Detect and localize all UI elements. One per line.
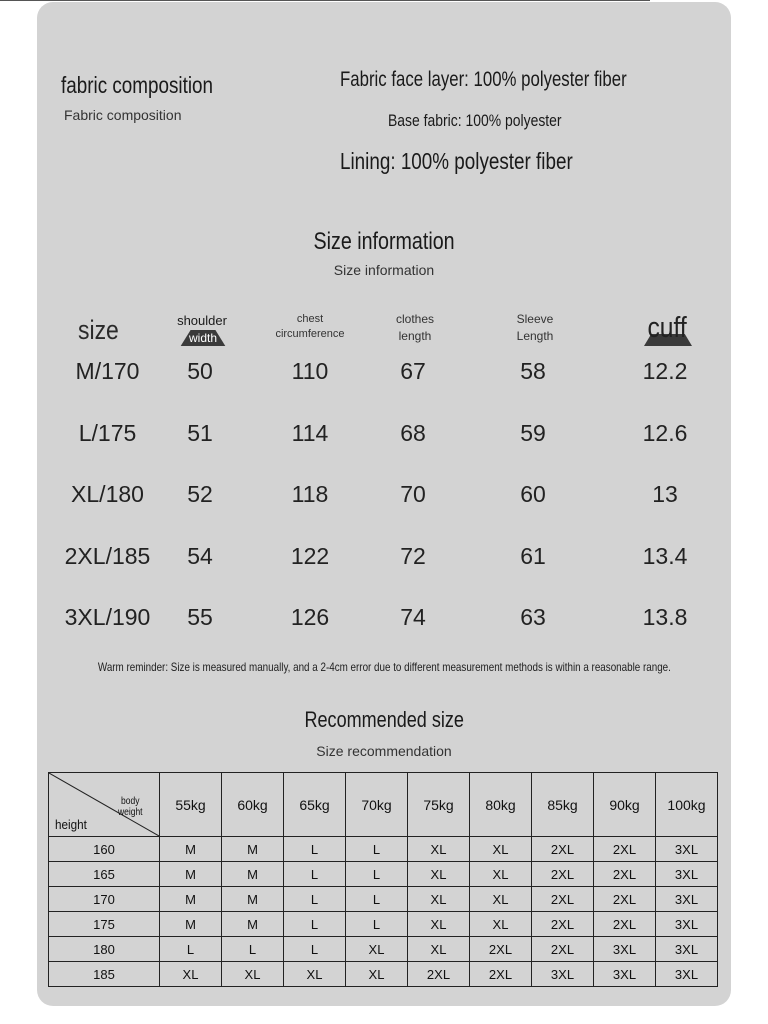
measurement-note: Warm reminder: Size is measured manually, and a 2-4cm error due to different measurement methods is within a reasonable range. [97, 660, 671, 674]
size-cell: XL [160, 962, 222, 987]
measurement-cell: 122 [290, 543, 330, 569]
measurement-cell: 13.4 [642, 543, 688, 569]
size-cell: XL [408, 837, 470, 862]
measurement-cell: 13 [652, 481, 678, 507]
corner-body-weight: body weight [117, 796, 143, 818]
fabric-face-layer: Fabric face layer: 100% polyester fiber [340, 68, 627, 91]
size-cell: M [222, 912, 284, 937]
fabric-lining: Lining: 100% polyester fiber [340, 148, 573, 174]
header-size: size [78, 315, 119, 345]
measurement-cell: 12.2 [642, 358, 688, 384]
size-cell: 3XL [656, 862, 718, 887]
size-cell: XL [408, 887, 470, 912]
size-cell: 2XL [594, 837, 656, 862]
weight-header-cell: 70kg [346, 773, 408, 837]
header-chest-line2: circumference [275, 328, 345, 340]
size-cell: M [160, 912, 222, 937]
header-clothes-line1: clothes [395, 312, 435, 326]
recommended-subtitle: Size recommendation [316, 743, 452, 759]
size-cell: 2XL [532, 862, 594, 887]
weight-header-cell: 55kg [160, 773, 222, 837]
height-cell: 170 [49, 887, 160, 912]
size-cell: XL [408, 937, 470, 962]
measurement-cell: 54 [187, 543, 213, 569]
size-info-subtitle: Size information [333, 262, 435, 278]
header-clothes-length [385, 311, 445, 345]
weight-header-cell: 100kg [656, 773, 718, 837]
size-cell: XL [222, 962, 284, 987]
measurement-cell: 50 [187, 358, 213, 384]
measurement-cell: 118 [291, 481, 329, 507]
size-cell: 2XL/185 [64, 543, 151, 569]
weight-header-cell: 90kg [594, 773, 656, 837]
measurement-cell: 58 [520, 358, 546, 384]
size-cell: M [222, 887, 284, 912]
fabric-title: fabric composition [61, 72, 213, 98]
size-cell: M [160, 837, 222, 862]
header-cuff: cuff [647, 312, 687, 344]
weight-header-cell: 85kg [532, 773, 594, 837]
size-cell: 3XL [532, 962, 594, 987]
table-corner-cell [49, 773, 160, 837]
header-chest-line1: chest [296, 313, 324, 325]
header-sleeve-line1: Sleeve [516, 312, 554, 326]
header-chest [270, 312, 350, 342]
size-cell: M [160, 862, 222, 887]
size-cell: XL [346, 937, 408, 962]
table-row [49, 937, 718, 962]
measurement-cell: 70 [400, 481, 426, 507]
measurement-cell: 52 [187, 481, 213, 507]
size-cell: M [222, 837, 284, 862]
measurement-cell: 67 [400, 358, 426, 384]
size-info-title: Size information [313, 228, 455, 255]
size-cell: L [284, 837, 346, 862]
table-header-row [49, 773, 718, 837]
size-cell: L [222, 937, 284, 962]
measurement-cell: 63 [520, 604, 546, 630]
size-cell: 3XL [594, 937, 656, 962]
size-cell: 3XL [656, 937, 718, 962]
weight-header-cell: 75kg [408, 773, 470, 837]
size-cell: L [284, 862, 346, 887]
size-cell: 3XL [656, 837, 718, 862]
header-sleeve-length [505, 311, 565, 345]
header-shoulder: shoulder [177, 313, 227, 328]
size-cell: 2XL [594, 862, 656, 887]
size-cell: L [346, 862, 408, 887]
measurement-cell: 55 [187, 604, 213, 630]
fabric-base: Base fabric: 100% polyester [388, 111, 562, 130]
size-cell: 3XL/190 [64, 604, 151, 630]
size-cell: XL [408, 862, 470, 887]
height-cell: 180 [49, 937, 160, 962]
weight-header-cell: 80kg [470, 773, 532, 837]
measurement-cell: 59 [520, 420, 546, 446]
size-cell: XL [284, 962, 346, 987]
size-cell: 3XL [656, 887, 718, 912]
weight-header-cell: 60kg [222, 773, 284, 837]
size-cell: XL [408, 912, 470, 937]
size-cell: 2XL [470, 937, 532, 962]
size-cell: M [222, 862, 284, 887]
size-cell: 3XL [656, 962, 718, 987]
height-cell: 185 [49, 962, 160, 987]
table-row [49, 962, 718, 987]
size-cell: 2XL [532, 837, 594, 862]
measurement-cell: 12.6 [642, 420, 688, 446]
recommended-size-table [48, 772, 718, 987]
size-cell: 2XL [470, 962, 532, 987]
measurement-cell: 114 [291, 420, 329, 446]
measurement-cell: 126 [290, 604, 330, 630]
table-row [49, 912, 718, 937]
measurement-cell: 110 [291, 358, 329, 384]
size-cell: 2XL [408, 962, 470, 987]
table-row [49, 837, 718, 862]
size-cell: L/175 [78, 420, 137, 446]
height-cell: 160 [49, 837, 160, 862]
measurement-cell: 60 [520, 481, 546, 507]
header-sleeve-line2: Length [516, 329, 554, 343]
size-cell: L [160, 937, 222, 962]
size-cell: 2XL [594, 912, 656, 937]
size-cell: XL [346, 962, 408, 987]
size-cell: M [160, 887, 222, 912]
corner-height: height [55, 817, 87, 832]
size-cell: 2XL [532, 912, 594, 937]
size-cell: L [284, 912, 346, 937]
size-cell: 3XL [656, 912, 718, 937]
height-cell: 165 [49, 862, 160, 887]
size-cell: L [284, 887, 346, 912]
size-cell: XL [470, 912, 532, 937]
size-cell: XL/180 [71, 481, 144, 507]
measurement-cell: 68 [400, 420, 426, 446]
fabric-subtitle: Fabric composition [64, 107, 182, 123]
header-shoulder-width: width [188, 331, 217, 345]
size-cell: L [346, 837, 408, 862]
size-cell: XL [470, 887, 532, 912]
measurement-cell: 61 [520, 543, 546, 569]
measurement-cell: 51 [187, 420, 213, 446]
measurement-cell: 74 [400, 604, 426, 630]
header-divider [0, 0, 650, 1]
measurement-cell: 13.8 [642, 604, 688, 630]
table-row [49, 887, 718, 912]
recommended-title: Recommended size [304, 707, 464, 732]
size-cell: L [284, 937, 346, 962]
size-cell: L [346, 912, 408, 937]
size-cell: XL [470, 862, 532, 887]
size-cell: 3XL [594, 962, 656, 987]
measurement-cell: 72 [400, 543, 426, 569]
size-cell: 2XL [532, 937, 594, 962]
height-cell: 175 [49, 912, 160, 937]
size-cell: 2XL [594, 887, 656, 912]
table-row [49, 862, 718, 887]
size-cell: XL [470, 837, 532, 862]
size-cell: M/170 [75, 358, 140, 384]
weight-header-cell: 65kg [284, 773, 346, 837]
header-clothes-line2: length [398, 329, 432, 343]
size-cell: 2XL [532, 887, 594, 912]
size-cell: L [346, 887, 408, 912]
